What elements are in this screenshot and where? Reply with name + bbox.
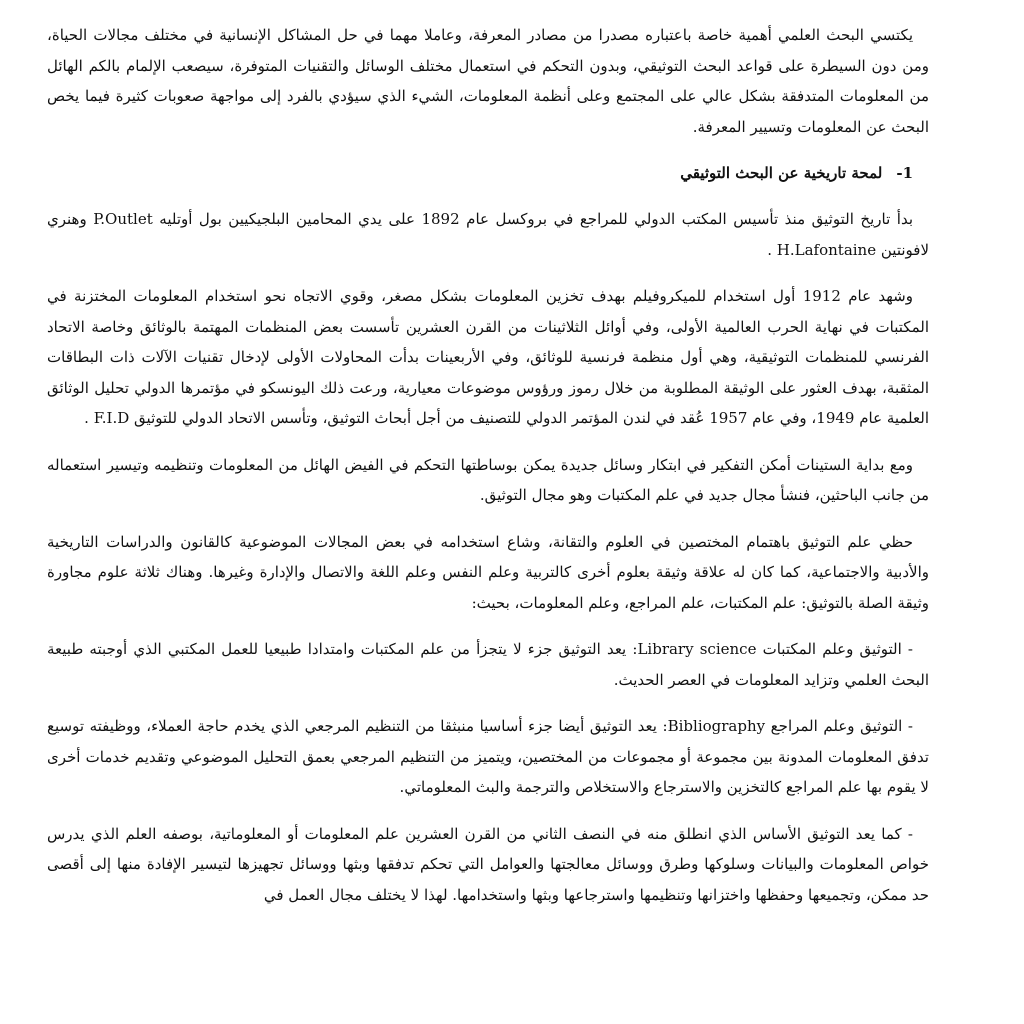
section-number: 1- <box>896 164 913 182</box>
paragraph-sixties: ومع بداية الستينات أمكن التفكير في ابتكار وسائل جديدة يمكن بوساطتها التحكم في الفيض الهائل من المعلومات وتنظيمه وتيسير استعماله من جانب الباحثين، فنشأ مجال جديد في علم المكتبات وهو مجال التوثيق. <box>47 455 929 504</box>
paragraph-microfilm: وشهد عام 1912 أول استخدام للميكروفيلم بهدف تخزين المعلومات بشكل مصغر، وقوي الاتجاه نحو استخدام المعلومات المختزنة في المكتبات في نهاية الحرب العالمية الأولى، وفي أوائل الثلاثينات من القرن العشرين تأسست بعض المنظمات المهتمة بالوثائق وخاصة الاتحاد الفرنسي للمنظمات التوثيقية، وهي أول منظمة فرنسية للوثائق، وفي الأربعينات بدأت المحاولات الأولى لإدخال تقنيات الآلات ذات البطاقات المثقبة، بهدف العثور على الوثيقة المطلوبة من خلال رموز ورؤوس موضوعات معيارية، ورعت ذلك اليونسكو في مؤتمرها الدولي تحليل الوثائق العلمية عام 1949، وفي عام 1957 عُقد في لندن المؤتمر الدولي للتصنيف من أجل أبحاث التوثيق، وتأسس الاتحاد الدولي للتوثيق F.I.D . <box>47 287 929 427</box>
section-heading <box>47 158 929 188</box>
paragraph-information-science: - كما يعد التوثيق الأساس الذي انطلق منه في النصف الثاني من القرن العشرين علم المعلومات أو المعلوماتية، بوصفه العلم الذي يدرس خواص المعلومات والبيانات وسلوكها وطرق ووسائل معالجتها والعوامل التي تحكم تدفقها وبثها ووسائل تجهيزها لتيسير الإفادة منها إلى أقصى حد ممكن، وتجميعها وحفظها واختزانها وتنظيمها واسترجاعها وبثها واستخدامها. لهذا لا يختلف مجال العمل في <box>47 824 929 904</box>
intro-paragraph: يكتسي البحث العلمي أهمية خاصة باعتباره مصدرا من مصادر المعرفة، وعاملا مهما في حل المشاكل الإنسانية في مختلف مجالات الحياة، ومن دون السيطرة على قواعد البحث التوثيقي، وبدون التحكم في استعمال مختلف الوسائل والتقنيات المتوفرة، سيصعب الإلمام بالكم الهائل من المعلومات المتدفقة بشكل عالي على المجتمع وعلى أنظمة المعلومات، الشيء الذي سيؤدي بالفرد إلى مواجهة صعوبات كثيرة فيما يخص البحث عن المعلومات وتسيير المعرفة. <box>47 26 929 136</box>
paragraph-library-science: - التوثيق وعلم المكتبات Library science: يعد التوثيق جزء لا يتجزأ من علم المكتبات وامتدادا طبيعيا للعمل المكتبي الذي أوجبته طبيعة البحث العلمي وتزايد المعلومات في العصر الحديث. <box>47 640 929 689</box>
paragraph-bibliography: - التوثيق وعلم المراجع Bibliography: يعد التوثيق أيضا جزء أساسيا منبثقا من التنظيم المرجعي الذي يخدم حاجة العملاء، ووظيفته توسيع تدفق المعلومات المدونة بين مجموعة أو مجموعات من المختصين، ويتميز من التنظيم المرجعي بعمق التحليل الموضوعي وتقديم خدمات أخرى لا يقوم بها علم المراجع كالتخزين والاسترجاع والاستخلاص والترجمة والبث المعلوماتي. <box>47 717 929 796</box>
paragraph-related-sciences: حظي علم التوثيق باهتمام المختصين في العلوم والتقانة، وشاع استخدامه في بعض المجالات الموضوعية كالقانون والدراسات التاريخية والأدبية والاجتماعية، كما كان له علاقة وثيقة بعلوم أخرى كالتربية وعلم النفس وعلم اللغة والاتصال والإدارة وغيرها. وهناك ثلاثة علوم مجاورة وثيقة الصلة بالتوثيق: علم المكتبات، علم المراجع، وعلم المعلومات، بحيث: <box>47 532 929 612</box>
section-title: لمحة تاريخية عن البحث التوثيقي <box>680 164 883 182</box>
paragraph-history-start: بدأ تاريخ التوثيق منذ تأسيس المكتب الدولي للمراجع في بروكسل عام 1892 على يدي المحامين البلجيكيين بول أوتليه P.Outlet وهنري لافونتين H.Lafontaine . <box>47 210 929 259</box>
